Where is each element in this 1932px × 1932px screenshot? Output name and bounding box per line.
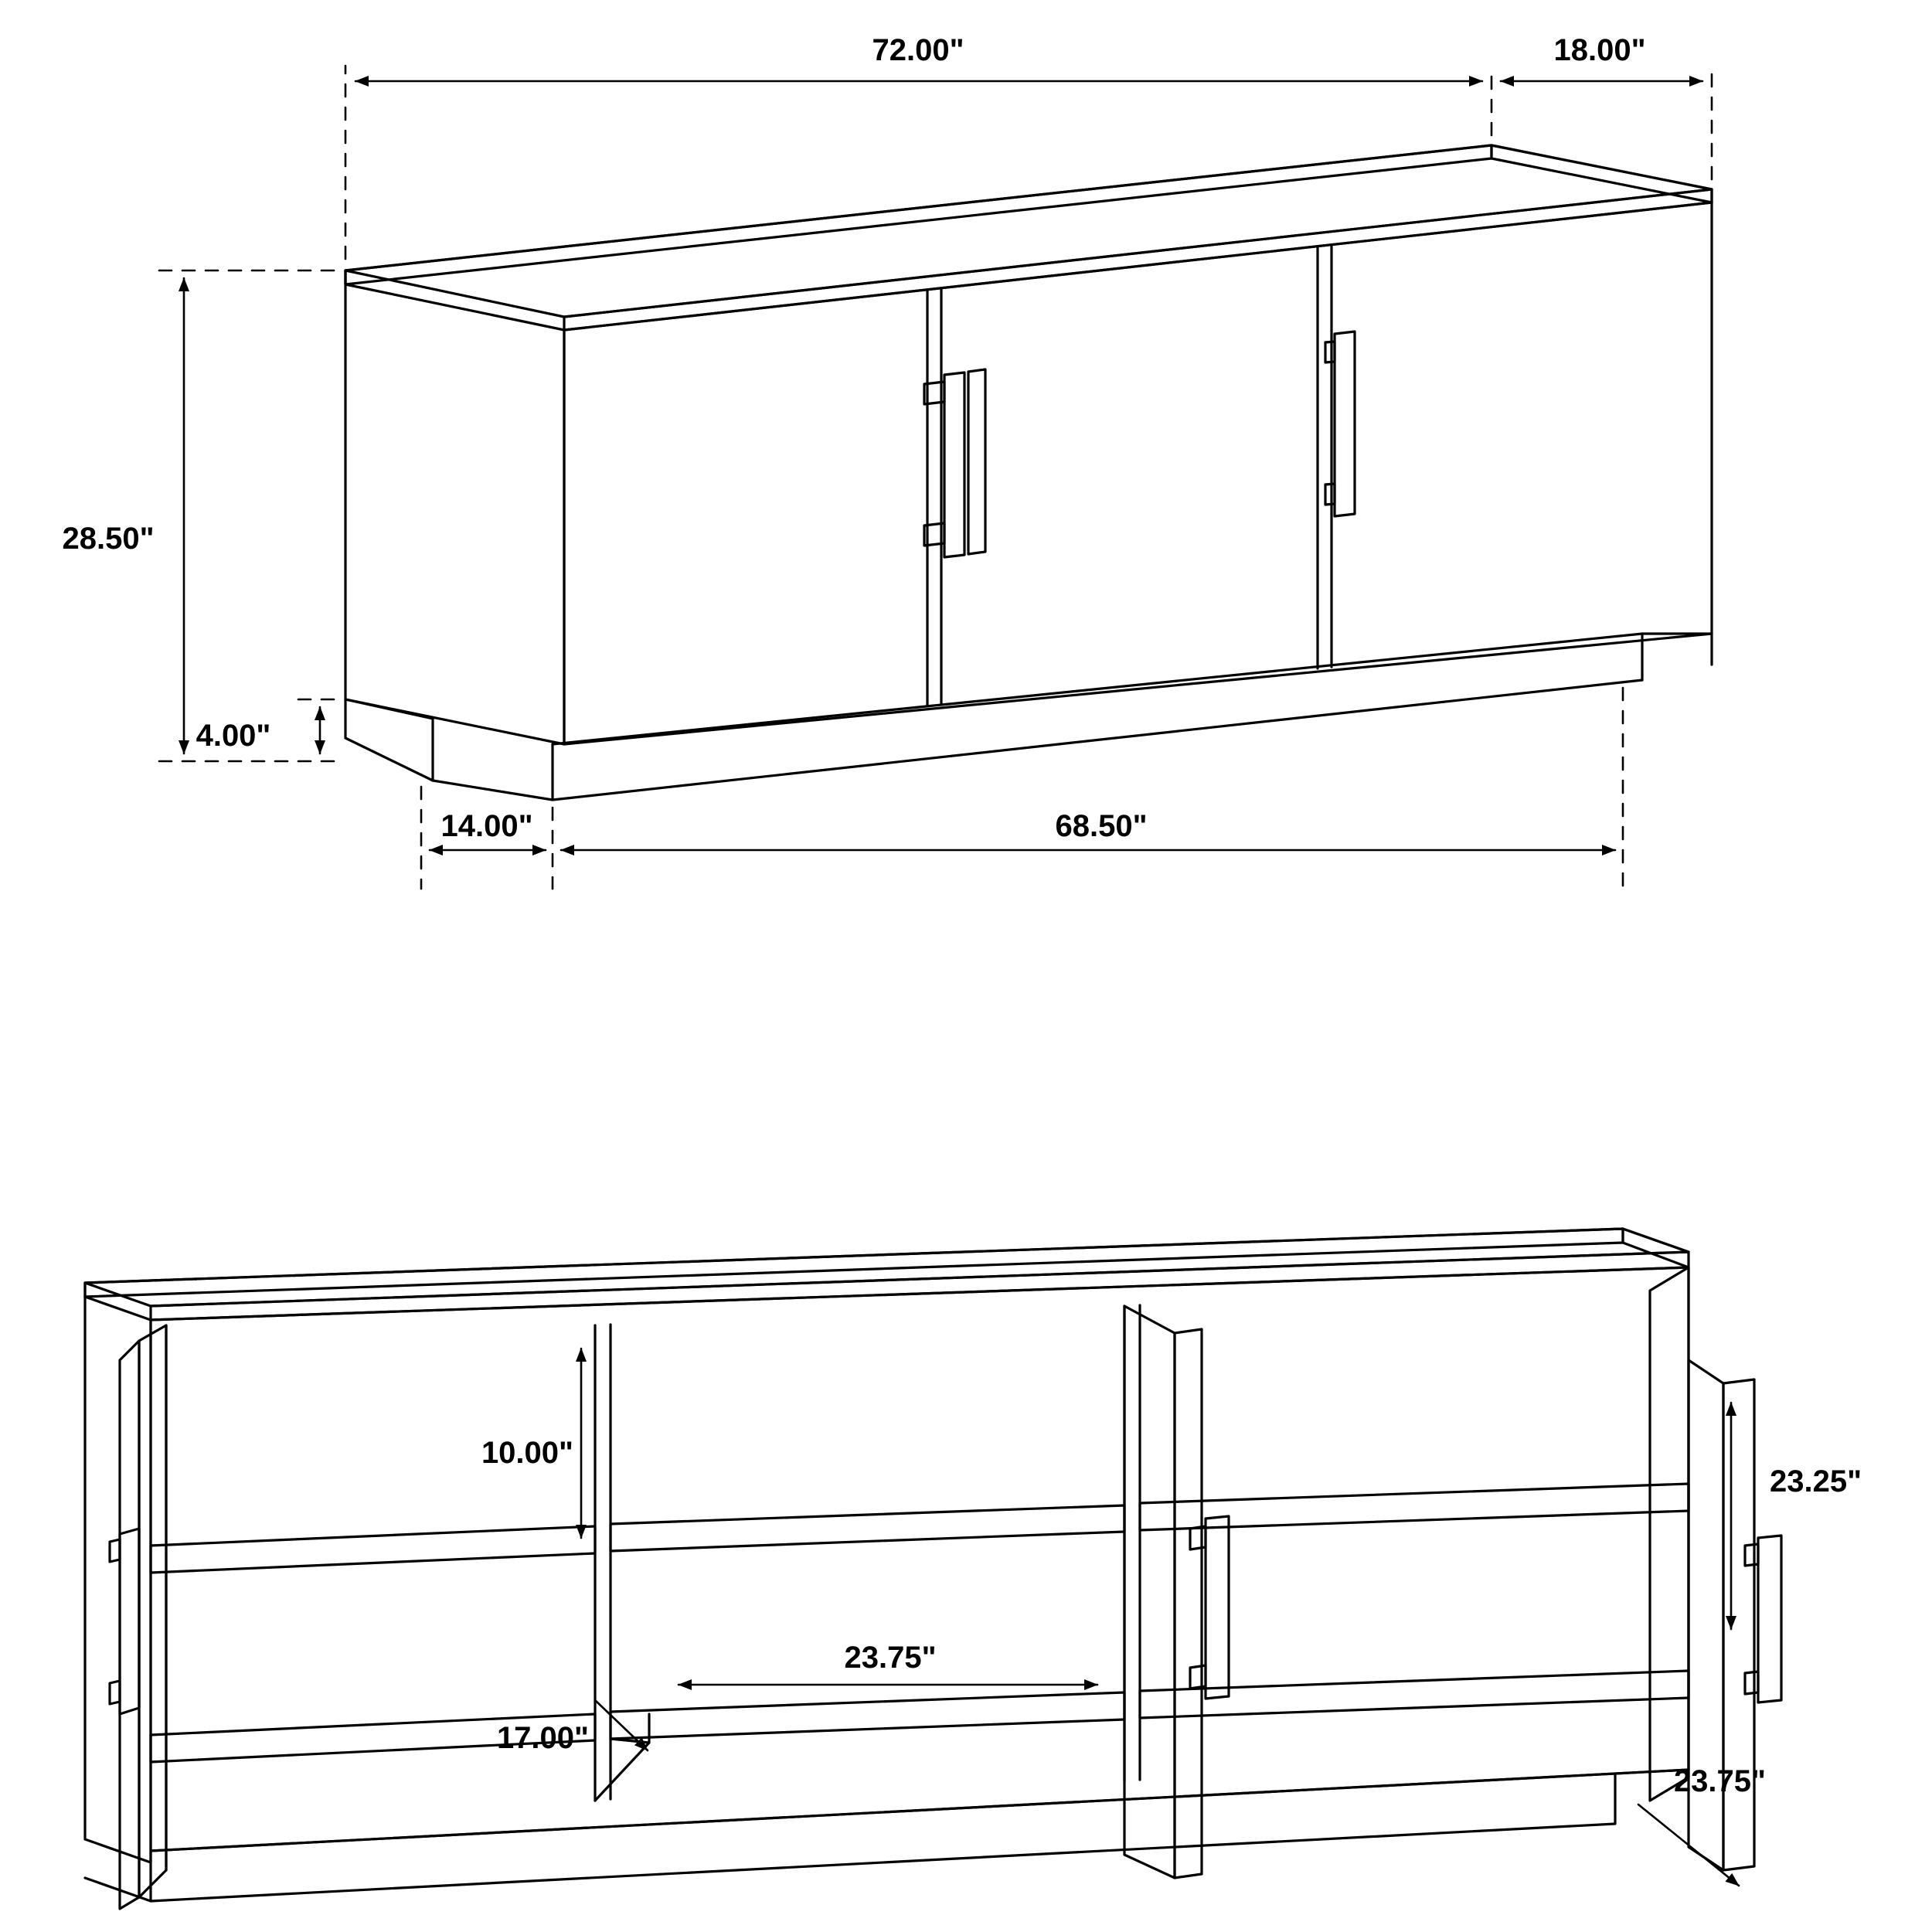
dim-label-base-depth: 14.00" <box>440 809 533 843</box>
base-left-face <box>433 719 553 800</box>
dim-line-interior-depth <box>595 1700 648 1750</box>
cabinet-front-face <box>564 202 1712 744</box>
open-door-right-handle <box>1758 1536 1781 1702</box>
open-cabinet-view <box>85 1229 1781 1909</box>
dim-label-interior-depth: 17.00" <box>496 1721 589 1755</box>
base-left-corner <box>345 699 433 781</box>
cabinet-left-side-panel <box>345 270 564 744</box>
dim-label-top-depth: 18.00" <box>1553 33 1646 67</box>
open-interior-back <box>151 1267 1689 1851</box>
shelf-center-lower <box>611 1692 1124 1739</box>
open-door-left-handle <box>120 1529 139 1714</box>
shelf-right-lower <box>1140 1671 1689 1718</box>
dim-label-interior-width: 23.75" <box>844 1641 937 1675</box>
shelf-right-upper <box>1140 1484 1689 1530</box>
dim-label-shelf-clearance: 10.00" <box>481 1436 573 1470</box>
dimension-lines-open-view <box>581 1349 1739 1886</box>
open-top-front-edge <box>151 1252 1689 1306</box>
open-left-side-panel <box>85 1297 151 1862</box>
dimension-lines-closed-view <box>151 66 1712 889</box>
door-handle-right <box>1325 332 1355 516</box>
dim-label-cabinet-height: 28.50" <box>62 522 155 556</box>
door-handle-center <box>924 369 985 557</box>
open-top-left-edge <box>85 1297 151 1320</box>
shelf-left-upper <box>151 1526 595 1573</box>
cabinet-top-front-edge <box>564 189 1712 317</box>
dim-label-door-width: 23.75" <box>1673 1764 1766 1798</box>
base-front-top <box>553 634 1642 744</box>
interior-depth-wedge-2 <box>611 1739 649 1743</box>
open-door-left <box>110 1325 166 1909</box>
dimension-labels <box>62 33 1862 1798</box>
closed-cabinet-view <box>345 145 1712 800</box>
base-left-top <box>345 699 433 719</box>
cabinet-top-left-edge <box>345 284 564 330</box>
cabinet-top-surface <box>345 145 1712 317</box>
dim-label-base-width: 68.50" <box>1055 809 1148 843</box>
cabinet-top-back-edge <box>345 145 1492 284</box>
shelf-center-upper <box>611 1505 1124 1551</box>
open-top-right-edge <box>1623 1229 1689 1267</box>
dim-label-top-width: 72.00" <box>872 33 964 67</box>
base-front-bottom <box>553 680 1642 800</box>
dim-label-base-height: 4.00" <box>196 719 271 753</box>
dim-label-door-height: 23.25" <box>1770 1464 1862 1498</box>
open-door-center-handle <box>1206 1516 1229 1699</box>
open-base-left-bottom <box>85 1878 151 1901</box>
open-base-front <box>151 1774 1615 1901</box>
